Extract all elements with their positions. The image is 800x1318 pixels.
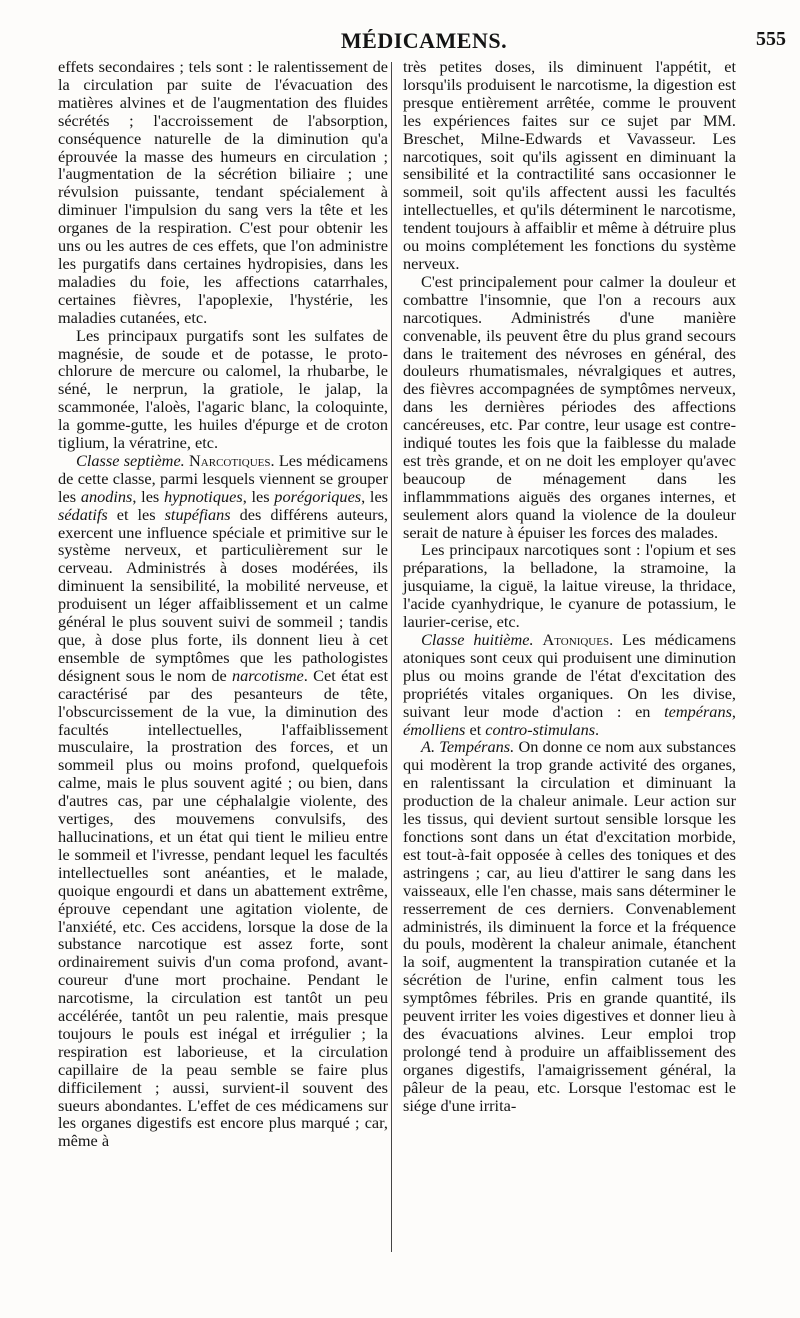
paragraph-temperans: A. Tempérans. On donne ce nom aux substances qui modèrent la trop grande activité des organes, en ralentissant la circulation et diminuant la production de la chaleur animale. Leur action sur les tissus, qui devient surtout sensible lorsque les fonctions sont dans un état d'excitation morbide, est tout-à-fait opposée à celles des toniques et des astringens ; car, au lieu d'attirer le sang dans les vaisseaux, elle l'en chasse, mais sans déterminer le resserrement de ces derniers. Convenablement administrés, ils diminuent la force et la fréquence du pouls, modèrent la chaleur animale, étanchent la soif, augmentent la transpiration cutanée et la sécrétion de l'urine, enfin calment tous les symptômes fébriles. Pris en grande quantité, ils peuvent irriter les voies digestives et donner lieu à des évacuations alvines. Leur emploi trop prolongé tend à produire un affaiblissement des organes digestifs, l'amaigrissement général, la pâleur de la peau, etc. Lorsque l'estomac est le siége d'une irrita- (403, 737, 736, 1115)
paragraph-principaux-narcotiques: Les principaux narcotiques sont : l'opium et ses préparations, la belladone, la stramoine, la jusquiame, la ciguë, la laitue vireuse, la thridace, l'acide cyanhydrique, le cyanure de potassium, le laurier-cerise, etc. (403, 540, 736, 632)
section-heading-atoniques: Atoniques. (542, 630, 614, 649)
right-column (403, 58, 736, 1114)
running-title: MÉDICAMENS. (340, 28, 508, 53)
paragraph-narcotiques-suite: très petites doses, ils diminuent l'appétit, et lorsqu'ils produisent le narcotisme, la digestion est presque entièrement arrêtée, comme le prouvent les expériences faites sur ce sujet par MM. Breschet, Milne-Edwards et Vavasseur. Les narcotiques, soit qu'ils agissent en diminuant la sensibilité et la contractilité sans occasionner le sommeil, soit qu'ils affectent aussi les facultés intellectuelles, et qu'ils déterminent le narcotisme, tendent toujours à affaiblir et même à détruire plus ou moins complétement les fonctions du système nerveux. (403, 57, 736, 273)
page-header (58, 28, 790, 60)
section-heading-narcotiques: Narcotiques. (189, 450, 275, 470)
paragraph-principaux-purgatifs: Les principaux purgatifs sont les sulfates de magnésie, de soude et de potasse, le proto-chlorure de mercure ou calomel, la rhubarbe, le séné, le nerprun, la gratiole, le jalap, la scammonée, l'aloès, l'agaric blanc, la coloquinte, la gomme-gutte, les huiles d'épurge et de croton tiglium, la vératrine, etc. (58, 325, 388, 453)
column-divider (391, 62, 392, 1252)
class-label: Classe septième. (76, 450, 185, 470)
class-label: Classe huitième. (421, 630, 534, 649)
subsection-heading-temperans: A. Tempérans. (421, 737, 515, 757)
paragraph-purgatifs-effets: effets secondaires ; tels sont : le ralentissement de la circulation par suite de l'évacuation des matières alvines et de l'augmentation des fluides sécrétés ; l'accroissement de l'absorption, conséquence naturelle de la diminution qu'a éprouvée la masse des humeurs en circulation ; l'augmentation de la sécrétion biliaire ; une révulsion puissante, tendant spécialement à diminuer l'impulsion du sang vers la tête et les organes de la respiration. C'est pour obtenir les uns ou les autres de ces effets, que l'on administre les purgatifs dans certaines hydropisies, dans les maladies du foie, les affections catarrhales, certaines fièvres, l'apoplexie, l'hystérie, les maladies cutanées, etc. (58, 57, 388, 327)
paragraph-narcotiques: Classe septième. Narcotiques. Les médicamens de cette classe, parmi lesquels viennent se grouper les anodins, les hypnotiques, les porégoriques, les sédatifs et les stupéfians des différens auteurs, exercent une influence spéciale et primitive sur le système nerveux, et particulièrement sur le cerveau. Administrés à doses modérées, ils diminuent la sensibilité, la mobilité nerveuse, et produisent un léger affaiblissement et un calme général le plus souvent suivi de sommeil ; tandis que, à dose plus forte, ils donnent lieu à cet ensemble de symptômes que les pathologistes désignent sous le nom de narcotisme. Cet état est caractérisé par des pesanteurs de tête, l'obscurcissement de la vue, la diminution des facultés intellectuelles, l'affaiblissement musculaire, la prostration des forces, et un sommeil plus ou moins profond, quelquefois calme, mais le plus souvent agité ; ou bien, dans d'autres cas, par une céphalalgie violente, des vertiges, des mouvemens convulsifs, des hallucinations, et un état qui tient le milieu entre le sommeil et l'ivresse, pendant lequel les facultés intellectuelles sont anéanties, et le malade, quoique engourdi et dans un abattement extrême, éprouve cependant une agitation violente, de l'anxiété, etc. Ces accidens, lorsque la dose de la substance narcotique est assez forte, sont ordinairement suivis d'un coma profond, avant-coureur d'une mort prochaine. Pendant le narcotisme, la circulation est tantôt un peu accélérée, tantôt un peu ralentie, mais presque toujours le pouls est inégal et irrégulier ; la respiration est laborieuse, et la circulation capillaire de la peau semble se faire plus difficilement ; aussi, survient-il souvent des sueurs abondantes. L'effet de ces médicamens sur les organes digestifs est encore plus marqué ; car, même à (58, 450, 389, 1151)
paragraph-usage-narcotiques: C'est principalement pour calmer la douleur et combattre l'insomnie, que l'on a recours aux narcotiques. Administrés d'une manière convenable, ils peuvent être du plus grand secours dans le traitement des névroses en général, des douleurs rhumatismales, névralgiques et autres, des fièvres accompagnées de symptômes nerveux, dans les dernières périodes des affections cancéreuses, etc. Par contre, leur usage est contre-indiqué toutes les fois que la faiblesse du malade est très grande, et on ne doit les employer qu'avec beaucoup de ménagement dans les inflammmations aiguës des organes internes, et seulement alors quand la violence de la douleur serait de nature à épuiser les forces des malades. (403, 271, 736, 542)
paragraph-atoniques: Classe huitième. Atoniques. Les médicamens atoniques sont ceux qui produisent une diminution plus ou moins grande de l'état d'excitation des propriétés vitales organiques. On les divise, suivant leur mode d'action : en tempérans, émolliens et contro-stimulans. (403, 630, 736, 739)
page-number: 555 (756, 28, 786, 50)
left-column (58, 58, 388, 1150)
